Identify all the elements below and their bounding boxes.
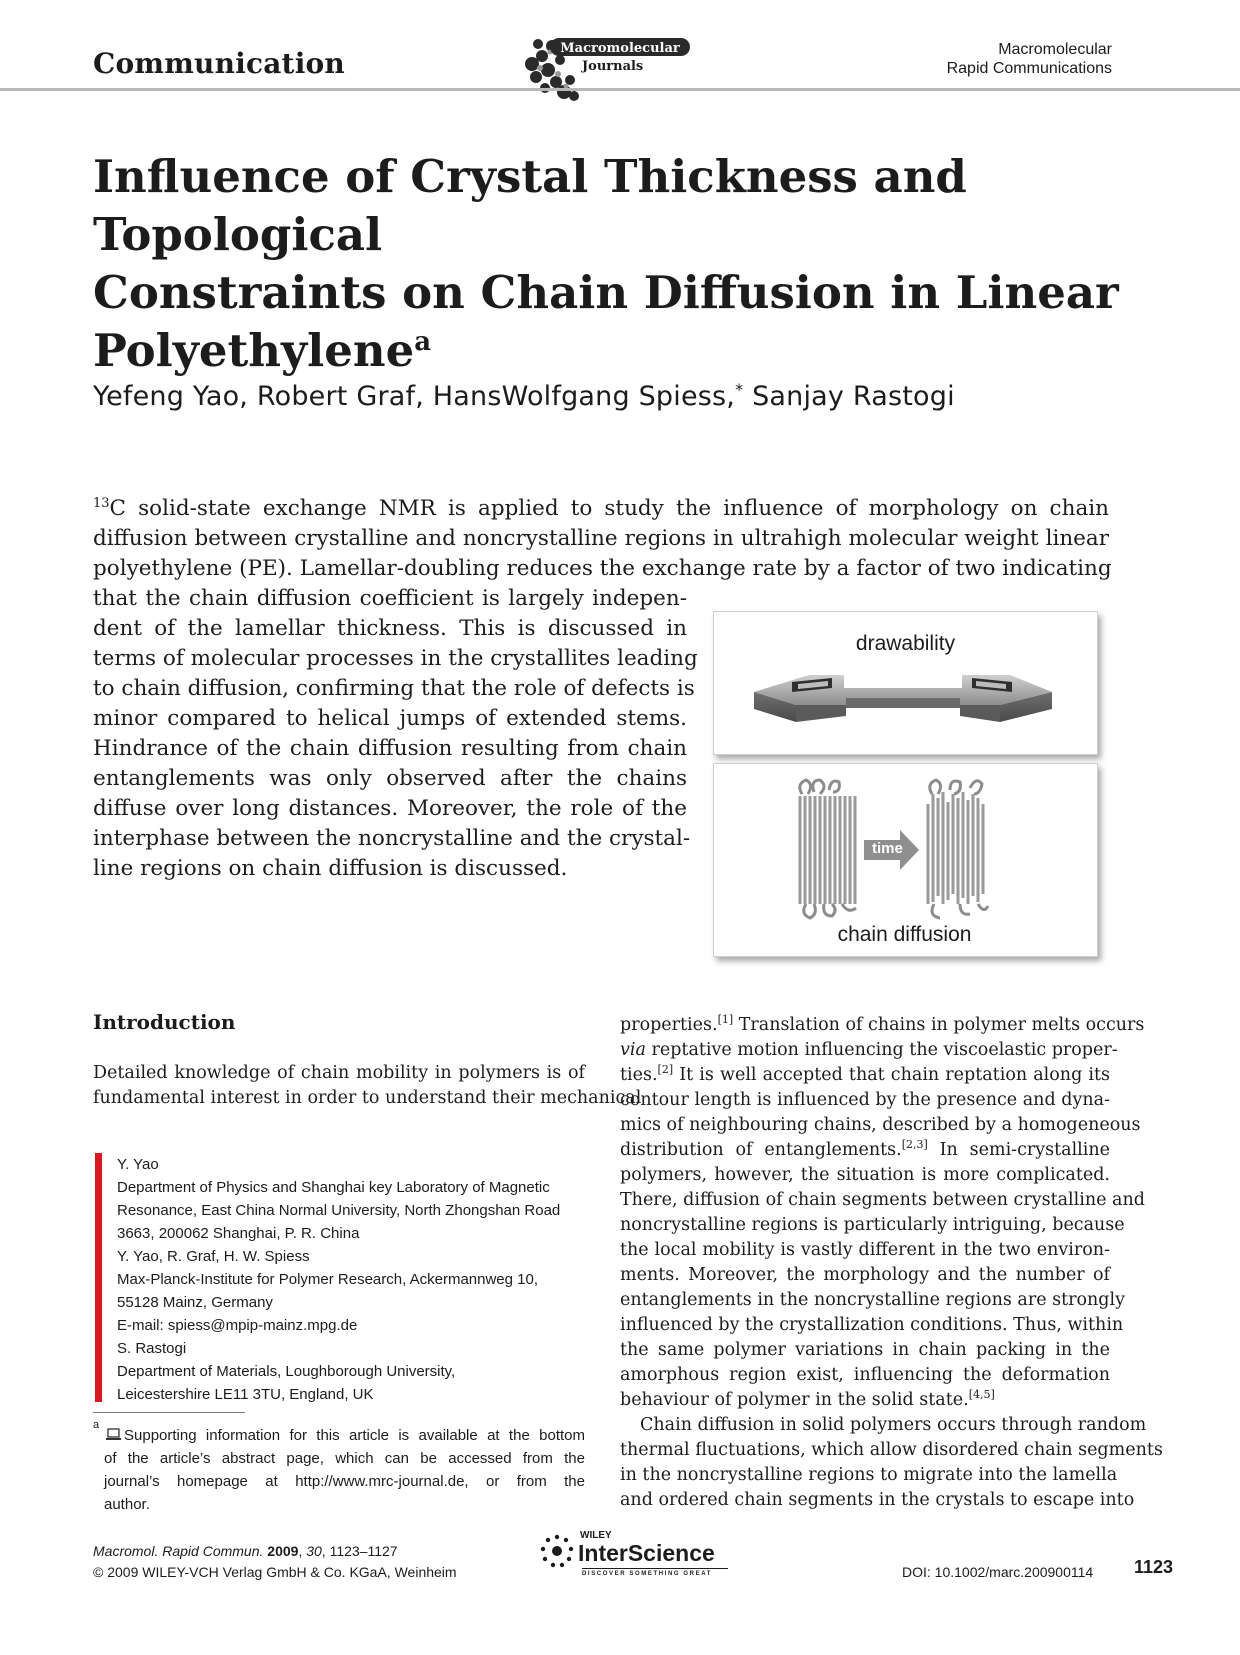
footnote-rule	[93, 1412, 245, 1413]
affiliation-line: 3663, 200062 Shanghai, P. R. China	[117, 1225, 360, 1242]
journal-name	[947, 40, 1112, 78]
body-line: mics of neighbouring chains, described by a homogeneous	[620, 1115, 1141, 1135]
journal-name-line1: Macromolecular	[998, 41, 1112, 58]
citation-footer: Macromol. Rapid Commun. 2009, 30, 1123–1127	[93, 1543, 398, 1559]
article-title	[93, 148, 1153, 380]
body-line: entanglements in the noncrystalline regions are strongly	[620, 1290, 1125, 1310]
affiliation-line: Department of Materials, Loughborough University,	[117, 1363, 456, 1380]
affiliation-line: S. Rastogi	[117, 1340, 187, 1357]
citation-volume: 30	[306, 1543, 322, 1559]
body-line	[620, 1063, 1110, 1088]
abstract-line: dent of the lamellar thickness. This is discussed in	[93, 616, 687, 641]
author-list	[93, 380, 955, 412]
body-text: ties.	[620, 1065, 658, 1085]
abstract-line: Hindrance of the chain diffusion resulting from chain	[93, 736, 687, 761]
body-line: amorphous region exist, influencing the deformation	[620, 1365, 1110, 1385]
footnote-line: of the article’s abstract page, which can be accessed from the	[104, 1450, 585, 1467]
drawability-label: drawability	[855, 632, 956, 655]
chain-diffusion-label: chain diffusion	[837, 923, 972, 946]
abstract-line	[93, 494, 1109, 524]
title-line-1: Influence of Crystal Thickness and Topological	[93, 150, 967, 261]
body-line: Chain diffusion in solid polymers occurs through random	[640, 1415, 1147, 1435]
abstract-isotope-sup: 13	[93, 496, 110, 511]
title-line-3-text: Polyethylene	[93, 324, 415, 377]
intro-line: fundamental interest in order to understand their mechanical	[93, 1088, 642, 1108]
footnote-line: journal’s homepage at http://www.mrc-journal.de, or from the	[104, 1473, 585, 1490]
abstract-line: entanglements was only observed after the chains	[93, 766, 687, 791]
affiliation-line: Leicestershire LE11 3TU, England, UK	[117, 1386, 374, 1403]
affiliation-line: Resonance, East China Normal University, North Zhongshan Road	[117, 1202, 561, 1219]
footnote-line: Supporting information for this article is available at the bottom	[124, 1427, 585, 1444]
body-line	[620, 1013, 1145, 1038]
copyright-notice: © 2009 WILEY-VCH Verlag GmbH & Co. KGaA, Weinheim	[93, 1564, 457, 1580]
affiliation-line: Y. Yao	[117, 1156, 159, 1173]
affiliation-line: Max-Planck-Institute for Polymer Research, Ackermannweg 10,	[117, 1271, 539, 1288]
body-line	[620, 1038, 1118, 1063]
authors-part1: Yefeng Yao, Robert Graf, HansWolfgang Spiess,	[93, 381, 736, 412]
abstract-line: that the chain diffusion coefficient is largely indepen-	[93, 586, 687, 611]
abstract-line: terms of molecular processes in the crystallites leading	[93, 646, 698, 671]
body-line: thermal fluctuations, which allow disordered chain segments	[620, 1440, 1163, 1460]
body-line: noncrystalline regions is particularly intriguing, because	[620, 1215, 1125, 1235]
body-line: There, diffusion of chain segments between crystalline and	[620, 1190, 1145, 1210]
body-line	[620, 1138, 1110, 1163]
intro-line: Detailed knowledge of chain mobility in polymers is of	[93, 1063, 585, 1083]
body-text: In semi-crystalline	[927, 1140, 1111, 1160]
title-line-3	[93, 322, 1153, 380]
wiley-interscience-logo	[540, 1530, 730, 1588]
affiliation-email[interactable]: E-mail: spiess@mpip-mainz.mpg.de	[117, 1317, 358, 1334]
body-line: polymers, however, the situation is more complicated.	[620, 1165, 1110, 1185]
header-rule	[0, 88, 1240, 91]
abstract-line: to chain diffusion, confirming that the role of defects is	[93, 676, 695, 701]
citation[interactable]: [1]	[717, 1013, 734, 1026]
body-text-italic: via	[620, 1040, 646, 1060]
body-text: properties.	[620, 1015, 718, 1035]
affiliation-line: 55128 Mainz, Germany	[117, 1294, 273, 1311]
citation[interactable]: [4,5]	[968, 1388, 995, 1401]
abstract-line: interphase between the noncrystalline and the crystal-	[93, 826, 691, 851]
body-line: contour length is influenced by the presence and dyna-	[620, 1090, 1110, 1110]
abstract-line-text: C solid-state exchange NMR is applied to study the influence of morphology on chain	[109, 496, 1109, 521]
interscience-brand: InterScience	[578, 1540, 715, 1566]
abstract-line: diffuse over long distances. Moreover, the role of the	[93, 796, 687, 821]
journal-abbrev: Macromol. Rapid Commun.	[93, 1543, 264, 1559]
page-number: 1123	[1134, 1557, 1174, 1577]
footnote-mark: a	[93, 1419, 100, 1431]
wiley-logo-rule	[582, 1568, 728, 1569]
body-text: behaviour of polymer in the solid state.	[620, 1390, 969, 1410]
journal-name-line2: Rapid Communications	[946, 60, 1112, 77]
doi[interactable]: DOI: 10.1002/marc.200900114	[902, 1564, 1094, 1580]
body-text: Translation of chains in polymer melts occurs	[733, 1015, 1145, 1035]
body-text: reptative motion influencing the viscoelastic proper-	[645, 1040, 1118, 1060]
citation[interactable]: [2]	[657, 1063, 674, 1076]
wiley-small-text: WILEY	[580, 1530, 612, 1541]
authors-part2: Sanjay Rastogi	[743, 381, 955, 412]
citation-year: 2009	[267, 1543, 299, 1559]
logo-text-journals: Journals	[582, 59, 644, 74]
body-line: the local mobility is vastly different in the two environ-	[620, 1240, 1110, 1260]
computer-icon	[106, 1428, 122, 1441]
time-arrow-label: time	[872, 840, 903, 857]
body-line	[620, 1388, 1110, 1413]
body-line: and ordered chain segments in the crystals to escape into	[620, 1490, 1135, 1510]
affiliation-line: Y. Yao, R. Graf, H. W. Spiess	[117, 1248, 310, 1265]
section-heading-introduction: Introduction	[93, 1010, 236, 1034]
body-text: distribution of entanglements.	[620, 1140, 902, 1160]
body-line: influenced by the crystallization conditions. Thus, within	[620, 1315, 1124, 1335]
body-line: ments. Moreover, the morphology and the number of	[620, 1265, 1110, 1285]
toc-panel-drawability	[713, 611, 1098, 755]
section-label: Communication	[93, 47, 345, 80]
abstract-line: polyethylene (PE). Lamellar-doubling reduces the exchange rate by a factor of two indicating	[93, 556, 1112, 581]
citation[interactable]: [2,3]	[901, 1138, 928, 1151]
wiley-tagline: DISCOVER SOMETHING GREAT	[582, 1571, 712, 1577]
affiliation-accent-bar	[95, 1153, 102, 1402]
corresponding-author-mark: *	[735, 380, 744, 399]
title-footnote-mark: a	[414, 327, 432, 357]
affiliation-line: Department of Physics and Shanghai key Laboratory of Magnetic	[117, 1179, 550, 1196]
citation-pages: 1123–1127	[329, 1543, 398, 1559]
body-line: the same polymer variations in chain packing in the	[620, 1340, 1110, 1360]
wiley-globe-icon	[540, 1534, 574, 1568]
toc-graphic	[713, 611, 1098, 958]
footnote-line: author.	[104, 1496, 150, 1513]
logo-text-macromolecular: Macromolecular	[560, 41, 680, 56]
abstract-line: line regions on chain diffusion is discussed.	[93, 856, 568, 881]
title-line-2: Constraints on Chain Diffusion in Linear	[93, 266, 1119, 319]
macromolecular-journals-logo	[512, 22, 697, 106]
abstract-line: minor compared to helical jumps of extended stems.	[93, 706, 687, 731]
body-line: in the noncrystalline regions to migrate into the lamella	[620, 1465, 1118, 1485]
body-text: It is well accepted that chain reptation along its	[673, 1065, 1110, 1085]
abstract-line: diffusion between crystalline and noncrystalline regions in ultrahigh molecular weight linear	[93, 526, 1109, 551]
